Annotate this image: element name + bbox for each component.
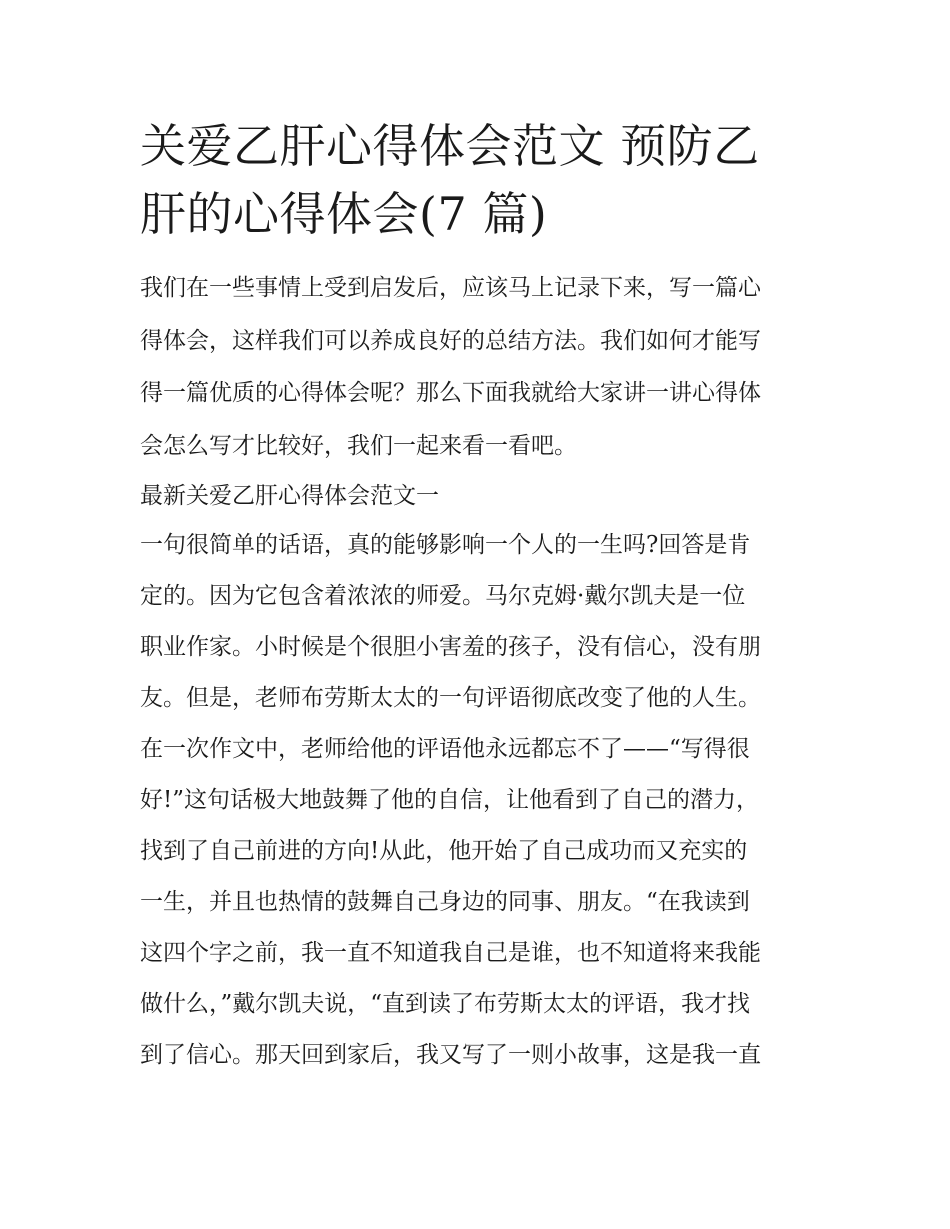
text-line: 在一次作文中，老师给他的评语他永远都忘不了——“写得很 [140, 736, 750, 762]
text-line: 到了信心。那天回到家后，我又写了一则小故事，这是我一直 [140, 1042, 761, 1068]
body-paragraph [140, 520, 820, 1081]
text-line: 一句很简单的话语，真的能够影响一个人的一生吗?回答是肯 [140, 532, 751, 558]
title-line: 肝的心得体会(7 篇) [140, 187, 548, 241]
document-title [140, 112, 820, 248]
text-line: 友。但是，老师布劳斯太太的一句评语彻底改变了他的人生。 [140, 685, 761, 711]
section-heading: 最新关爱乙肝心得体会范文一 [140, 483, 439, 509]
text-line: 做什么，”戴尔凯夫说，“直到读了布劳斯太太的评语，我才找 [140, 991, 751, 1017]
title-line: 关爱乙肝心得体会范文 预防乙 [140, 119, 760, 173]
text-line: 好!”这句话极大地鼓舞了他的自信，让他看到了自己的潜力， [140, 787, 760, 813]
text-line: 得一篇优质的心得体会呢？那么下面我就给大家讲一讲心得体 [140, 380, 761, 406]
intro-paragraph [140, 262, 820, 472]
text-line: 我们在一些事情上受到启发后，应该马上记录下来，写一篇心 [140, 275, 761, 301]
text-line: 职业作家。小时候是个很胆小害羞的孩子，没有信心，没有朋 [140, 634, 761, 660]
text-line: 找到了自己前进的方向!从此，他开始了自己成功而又充实的 [140, 838, 748, 864]
text-line: 一生，并且也热情的鼓舞自己身边的同事、朋友。“在我读到 [140, 889, 750, 915]
text-line: 会怎么写才比较好，我们一起来看一看吧。 [140, 432, 577, 459]
document-page [140, 112, 820, 1081]
text-line: 这四个字之前，我一直不知道我自己是谁，也不知道将来我能 [140, 940, 761, 966]
text-line: 定的。因为它包含着浓浓的师爱。马尔克姆·戴尔凯夫是一位 [140, 583, 746, 609]
text-line: 得体会，这样我们可以养成良好的总结方法。我们如何才能写 [140, 327, 761, 354]
